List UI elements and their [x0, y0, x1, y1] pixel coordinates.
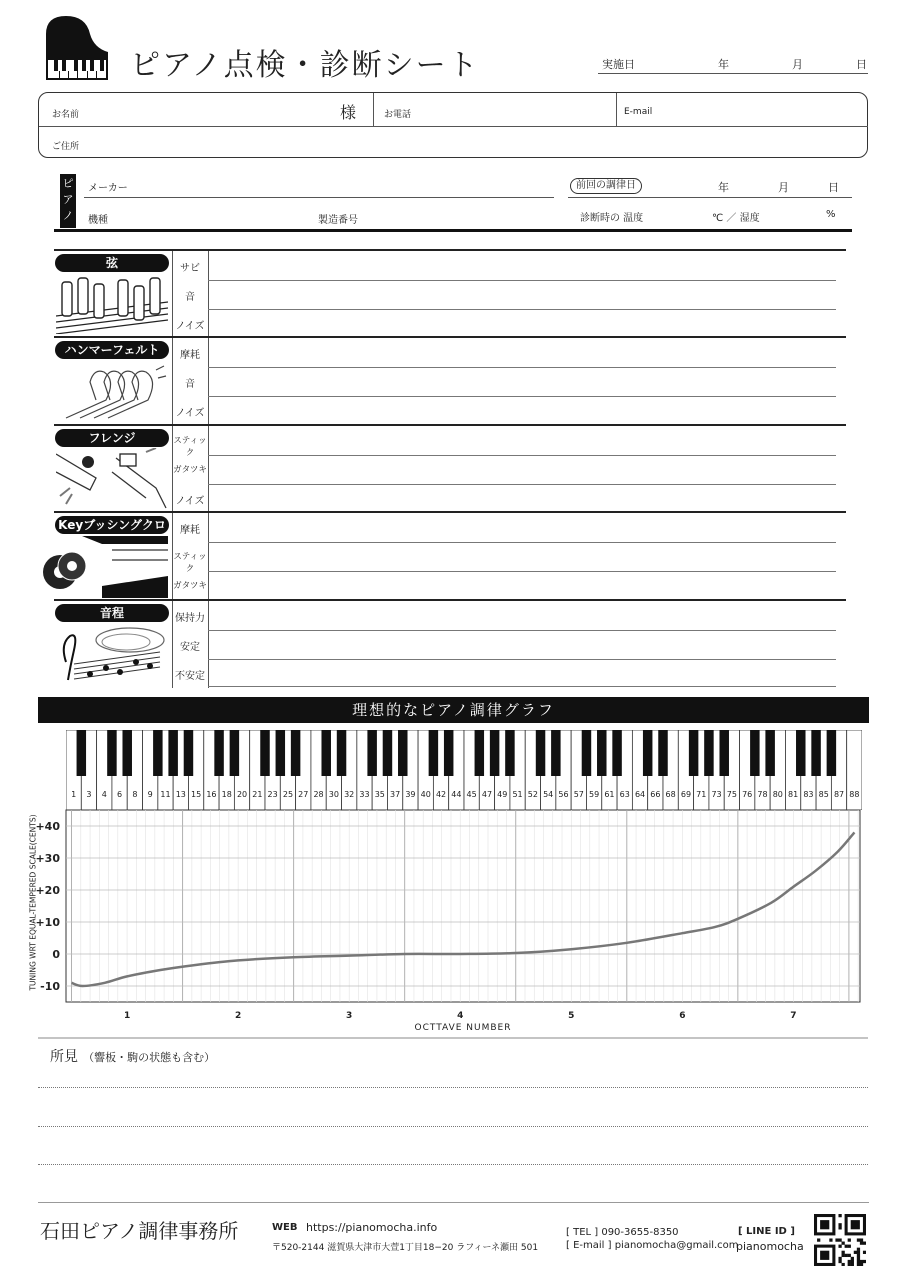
qr-module	[863, 1242, 866, 1245]
line-id: pianomocha	[736, 1240, 804, 1253]
customer-box	[38, 92, 868, 158]
row-label: ノイズ	[175, 321, 205, 332]
black-key	[689, 730, 698, 776]
row-label: 摩耗	[180, 525, 200, 536]
strings-icon	[56, 272, 168, 334]
qr-module	[838, 1214, 841, 1217]
date-year: 年	[718, 58, 729, 71]
row-label: ノイズ	[175, 408, 205, 419]
web-label: WEB	[272, 1222, 298, 1233]
key-number: 57	[573, 790, 584, 799]
row-label: 音	[185, 292, 195, 303]
y-tick-label: 0	[52, 948, 60, 961]
chart-xlabel: OCTTAVE NUMBER	[414, 1023, 512, 1033]
section-label-divider	[208, 251, 209, 338]
qr-code-icon	[814, 1214, 866, 1266]
key-number: 73	[711, 790, 722, 799]
remarks-label	[50, 1046, 215, 1066]
piano-logo-icon	[44, 14, 110, 82]
section-title: ハンマーフェルト	[55, 341, 169, 359]
qr-module	[848, 1254, 851, 1257]
qr-module	[857, 1257, 860, 1260]
black-key	[77, 730, 86, 776]
row-line	[208, 367, 836, 368]
key-number: 42	[435, 790, 447, 799]
y-tick-label: +10	[35, 916, 60, 929]
qr-module	[838, 1257, 841, 1260]
prev-underline	[568, 197, 852, 198]
key-number: 9	[147, 790, 153, 799]
black-key	[536, 730, 545, 776]
black-key	[367, 730, 376, 776]
music-notes-icon	[60, 624, 168, 686]
section-label-divider	[208, 338, 209, 425]
black-key	[122, 730, 131, 776]
black-key	[291, 730, 300, 776]
qr-module	[848, 1263, 851, 1266]
key-number: 23	[267, 790, 278, 799]
customer-divider	[39, 126, 868, 127]
section-title: 音程	[55, 604, 169, 622]
key-number: 37	[390, 790, 401, 799]
section-label-divider	[208, 513, 209, 600]
remarks-line-2	[38, 1126, 868, 1127]
black-key	[505, 730, 514, 776]
black-key	[796, 730, 805, 776]
key-number: 78	[757, 790, 768, 799]
key-number: 45	[466, 790, 477, 799]
qr-module	[863, 1260, 866, 1263]
black-key	[260, 730, 269, 776]
key-number: 54	[543, 790, 554, 799]
black-key	[168, 730, 177, 776]
piano-side-label: ピ ア ノ	[60, 174, 76, 228]
key-number: 40	[420, 790, 431, 799]
black-key	[444, 730, 453, 776]
graph-title-bar	[38, 697, 869, 723]
row-label: ガタツキ	[173, 465, 207, 475]
black-key	[107, 730, 116, 776]
serial-label: 製造番号	[318, 215, 358, 226]
graph-title: 理想的なピアノ調律グラフ	[352, 701, 555, 719]
tel-text: [ TEL ] 090-3655-8350	[566, 1227, 679, 1238]
qr-module	[842, 1263, 845, 1266]
key-number: 49	[497, 790, 508, 799]
black-key	[337, 730, 346, 776]
key-number: 88	[849, 790, 860, 799]
key-number: 21	[252, 790, 263, 799]
key-number: 4	[101, 790, 107, 799]
x-tick-label: 6	[679, 1011, 686, 1021]
y-tick-label: +20	[35, 884, 60, 897]
qr-module	[838, 1245, 841, 1248]
black-key	[827, 730, 836, 776]
black-key	[765, 730, 774, 776]
date-day: 日	[856, 58, 867, 71]
key-number: 71	[696, 790, 707, 799]
humidity-label: ℃ ／ 湿度	[712, 213, 760, 224]
key-number: 32	[344, 790, 355, 799]
y-tick-label: +40	[35, 820, 60, 833]
row-line	[208, 484, 836, 485]
black-key	[276, 730, 285, 776]
key-number: 76	[742, 790, 753, 799]
footer-rule	[38, 1202, 869, 1203]
section-title: フレンジ	[55, 429, 169, 447]
qr-module	[842, 1254, 845, 1257]
x-tick-label: 3	[346, 1011, 353, 1021]
key-number: 30	[328, 790, 339, 799]
piano-bottom-rule	[54, 229, 852, 232]
remarks-line-1	[38, 1087, 868, 1088]
key-number: 33	[359, 790, 370, 799]
name-label: お名前	[52, 110, 80, 120]
key-number: 3	[86, 790, 92, 799]
black-key	[704, 730, 713, 776]
x-tick-label: 5	[568, 1011, 575, 1021]
customer-sep-1	[373, 93, 374, 126]
key-number: 63	[619, 790, 630, 799]
row-label: 不安定	[175, 671, 205, 682]
x-tick-label: 2	[234, 1011, 242, 1021]
qr-module	[860, 1238, 863, 1241]
key-number: 28	[313, 790, 324, 799]
row-line	[208, 309, 836, 310]
black-key	[643, 730, 652, 776]
black-key	[475, 730, 484, 776]
row-label: 安定	[180, 642, 200, 653]
black-key	[230, 730, 239, 776]
row-label: ガタツキ	[173, 581, 207, 591]
prev-month: 月	[778, 181, 789, 194]
black-key	[429, 730, 438, 776]
prev-tuning-label: 前回の調律日	[570, 178, 642, 194]
qr-module	[817, 1238, 820, 1241]
key-number: 11	[160, 790, 171, 799]
section-label-divider	[208, 426, 209, 513]
qr-module	[851, 1257, 854, 1260]
row-line	[208, 396, 836, 397]
temp-label: 診断時の 温度	[580, 213, 644, 224]
row-label: 音	[185, 379, 195, 390]
row-label: スティック	[173, 552, 207, 574]
key-number: 59	[589, 790, 600, 799]
key-number: 80	[772, 790, 783, 799]
qr-module	[857, 1251, 860, 1254]
black-key	[719, 730, 728, 776]
qr-module	[860, 1260, 863, 1263]
qr-module	[857, 1238, 860, 1241]
key-number: 20	[236, 790, 248, 799]
date-label: 実施日	[602, 58, 635, 71]
address-label: ご住所	[52, 142, 80, 152]
key-number: 75	[726, 790, 737, 799]
row-label: ノイズ	[175, 496, 205, 507]
qr-module	[829, 1238, 832, 1241]
x-tick-label: 7	[790, 1011, 797, 1021]
sections-bottom-line	[208, 686, 836, 687]
key-number: 81	[788, 790, 799, 799]
key-number: 52	[527, 790, 538, 799]
qr-module	[857, 1263, 860, 1266]
line-label: [ LINE ID ]	[738, 1226, 795, 1237]
key-number: 16	[206, 790, 217, 799]
key-number: 61	[604, 790, 615, 799]
qr-module	[851, 1263, 854, 1266]
qr-module	[838, 1223, 841, 1226]
qr-module	[835, 1238, 838, 1241]
black-key	[597, 730, 606, 776]
key-number: 13	[175, 790, 186, 799]
chart-frame	[66, 810, 860, 1002]
black-key	[811, 730, 820, 776]
key-number: 68	[665, 790, 676, 799]
qr-module	[842, 1242, 845, 1245]
x-tick-label: 4	[457, 1011, 464, 1021]
web-url[interactable]: https://pianomocha.info	[306, 1221, 438, 1234]
date-underline	[598, 73, 868, 74]
qr-module	[857, 1254, 860, 1257]
piano-keyboard	[66, 730, 862, 810]
email-label: E-mail	[624, 107, 653, 117]
qr-finder	[820, 1220, 829, 1229]
qr-module	[848, 1245, 851, 1248]
row-line	[208, 659, 836, 660]
flange-icon	[56, 448, 168, 510]
hammer-felt-icon	[56, 360, 168, 422]
qr-module	[857, 1260, 860, 1263]
qr-module	[848, 1238, 851, 1241]
row-line	[208, 571, 836, 572]
black-key	[184, 730, 193, 776]
black-key	[398, 730, 407, 776]
key-number: 6	[117, 790, 123, 799]
tuning-chart	[0, 800, 906, 1040]
qr-module	[851, 1260, 854, 1263]
prev-day: 日	[828, 181, 839, 194]
remarks-title: 所見	[50, 1049, 78, 1065]
qr-module	[838, 1226, 841, 1229]
key-number: 47	[481, 790, 493, 799]
section-label-divider	[208, 601, 209, 688]
black-key	[214, 730, 223, 776]
black-key	[658, 730, 667, 776]
key-number: 18	[221, 790, 232, 799]
key-number: 85	[818, 790, 829, 799]
key-number: 27	[298, 790, 309, 799]
key-number: 51	[512, 790, 523, 799]
key-number: 35	[374, 790, 385, 799]
row-label: サビ	[180, 263, 200, 274]
qr-module	[854, 1251, 857, 1254]
email-text: [ E-mail ] pianomocha@gmail.com	[566, 1240, 739, 1251]
row-label: 摩耗	[180, 350, 200, 361]
qr-module	[857, 1248, 860, 1251]
key-number: 15	[191, 790, 202, 799]
phone-label: お電話	[384, 110, 412, 120]
row-line	[208, 542, 836, 543]
key-number: 83	[803, 790, 814, 799]
black-key	[321, 730, 330, 776]
qr-finder	[851, 1220, 860, 1229]
maker-label: メーカー	[88, 183, 128, 194]
prev-year: 年	[718, 181, 729, 194]
key-number: 44	[451, 790, 462, 799]
key-number: 87	[833, 790, 845, 799]
chart-ylabel: TUNING WRT EQUAL-TEMPERED SCALE(CENTS)	[28, 814, 38, 991]
date-month: 月	[792, 58, 803, 71]
qr-module	[842, 1251, 845, 1254]
y-tick-label: -10	[40, 980, 60, 993]
remarks-line-3	[38, 1164, 868, 1165]
model-label: 機種	[88, 215, 108, 226]
section-title: 弦	[55, 254, 169, 272]
company-name: 石田ピアノ調律事務所	[40, 1219, 239, 1243]
key-bushing-icon	[42, 536, 168, 598]
row-line	[208, 280, 836, 281]
key-number: 8	[132, 790, 138, 799]
maker-underline	[84, 197, 554, 198]
black-key	[551, 730, 560, 776]
key-number: 56	[558, 790, 569, 799]
sama-label: 様	[340, 103, 357, 122]
black-key	[612, 730, 621, 776]
page-title: ピアノ点検・診断シート	[130, 48, 480, 83]
qr-module	[860, 1263, 863, 1266]
qr-module	[863, 1251, 866, 1254]
section-title: Keyブッシングクロ	[55, 516, 169, 534]
key-number: 66	[650, 790, 661, 799]
key-number: 69	[680, 790, 692, 799]
key-number: 1	[71, 790, 77, 799]
row-label: 保持力	[175, 613, 205, 624]
black-key	[750, 730, 759, 776]
black-key	[490, 730, 499, 776]
address-text: 〒520-2144 滋賀県大津市大萱1丁目18−20 ラフィーネ瀬田 501	[272, 1243, 539, 1253]
black-key	[153, 730, 162, 776]
black-key	[582, 730, 591, 776]
percent-label: %	[826, 209, 836, 220]
row-line	[208, 630, 836, 631]
qr-module	[848, 1260, 851, 1263]
black-key	[383, 730, 392, 776]
row-label: スティック	[173, 436, 207, 458]
y-tick-label: +30	[35, 852, 60, 865]
qr-module	[845, 1254, 848, 1257]
qr-module	[845, 1245, 848, 1248]
row-line	[208, 455, 836, 456]
key-number: 64	[634, 790, 646, 799]
key-number: 39	[405, 790, 416, 799]
x-tick-label: 1	[123, 1011, 131, 1021]
customer-sep-2	[616, 93, 617, 126]
key-number: 25	[282, 790, 294, 799]
qr-module	[838, 1238, 841, 1241]
qr-module	[860, 1242, 863, 1245]
qr-module	[838, 1260, 841, 1263]
qr-finder	[820, 1251, 829, 1260]
remarks-sublabel: （響板・駒の状態も含む）	[83, 1051, 216, 1064]
